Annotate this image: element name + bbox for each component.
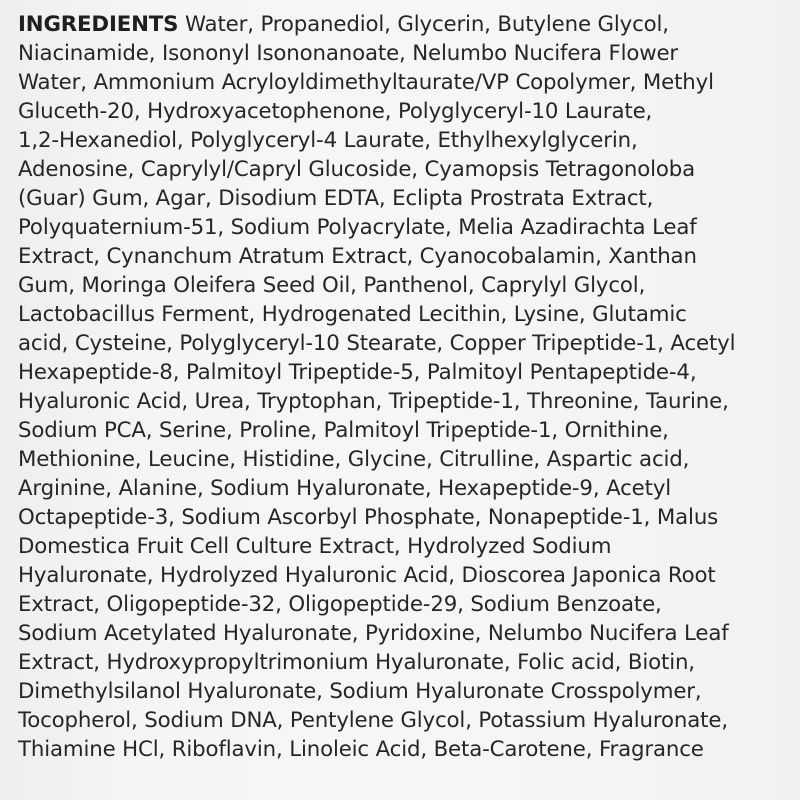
ingredients-line-10: Gum, Moringa Oleifera Seed Oil, Panthenol, Caprylyl Glycol, xyxy=(18,273,646,298)
ingredients-line-20: Hyaluronate, Hydrolyzed Hyaluronic Acid, Dioscorea Japonica Root xyxy=(18,563,716,588)
ingredients-line-6: Adenosine, Caprylyl/Capryl Glucoside, Cyamopsis Tetragonoloba xyxy=(18,157,696,182)
ingredients-line-24: Dimethylsilanol Hyaluronate, Sodium Hyaluronate Crosspolymer, xyxy=(18,679,702,704)
ingredients-line-9: Extract, Cynanchum Atratum Extract, Cyanocobalamin, Xanthan xyxy=(18,244,697,269)
ingredients-line-7: (Guar) Gum, Agar, Disodium EDTA, Eclipta Prostrata Extract, xyxy=(18,186,654,211)
ingredients-line-22: Sodium Acetylated Hyaluronate, Pyridoxine, Nelumbo Nucifera Leaf xyxy=(18,621,729,646)
ingredients-line-3: Water, Ammonium Acryloyldimethyltaurate/VP Copolymer, Methyl xyxy=(18,70,714,95)
ingredients-line-1 xyxy=(18,10,800,39)
ingredients-line-15: Sodium PCA, Serine, Proline, Palmitoyl Tripeptide-1, Ornithine, xyxy=(18,418,669,443)
ingredients-line-4: Gluceth-20, Hydroxyacetophenone, Polyglyceryl-10 Laurate, xyxy=(18,99,653,124)
ingredients-line-5: 1,2-Hexanediol, Polyglyceryl-4 Laurate, Ethylhexylglycerin, xyxy=(18,128,638,153)
ingredients-line-12: acid, Cysteine, Polyglyceryl-10 Stearate, Copper Tripeptide-1, Acetyl xyxy=(18,331,736,356)
ingredients-line-17: Arginine, Alanine, Sodium Hyaluronate, Hexapeptide-9, Acetyl xyxy=(18,476,672,501)
ingredients-line-14: Hyaluronic Acid, Urea, Tryptophan, Tripeptide-1, Threonine, Taurine, xyxy=(18,389,729,414)
ingredients-line-11: Lactobacillus Ferment, Hydrogenated Lecithin, Lysine, Glutamic xyxy=(18,302,687,327)
ingredients-line-1-text: Water, Propanediol, Glycerin, Butylene Glycol, xyxy=(178,12,669,37)
ingredients-line-19: Domestica Fruit Cell Culture Extract, Hydrolyzed Sodium xyxy=(18,534,612,559)
ingredients-line-8: Polyquaternium-51, Sodium Polyacrylate, Melia Azadirachta Leaf xyxy=(18,215,697,240)
ingredients-line-13: Hexapeptide-8, Palmitoyl Tripeptide-5, Palmitoyl Pentapeptide-4, xyxy=(18,360,697,385)
ingredients-line-25: Tocopherol, Sodium DNA, Pentylene Glycol, Potassium Hyaluronate, xyxy=(18,708,728,733)
ingredients-line-23: Extract, Hydroxypropyltrimonium Hyaluronate, Folic acid, Biotin, xyxy=(18,650,695,675)
ingredients-heading: INGREDIENTS xyxy=(18,12,179,37)
ingredients-line-18: Octapeptide-3, Sodium Ascorbyl Phosphate, Nonapeptide-1, Malus xyxy=(18,505,719,530)
ingredients-line-21: Extract, Oligopeptide-32, Oligopeptide-29, Sodium Benzoate, xyxy=(18,592,662,617)
ingredients-line-2: Niacinamide, Isononyl Isononanoate, Nelumbo Nucifera Flower xyxy=(18,41,679,66)
ingredients-line-16: Methionine, Leucine, Histidine, Glycine, Citrulline, Aspartic acid, xyxy=(18,447,690,472)
ingredients-line-26: Thiamine HCl, Riboflavin, Linoleic Acid, Beta-Carotene, Fragrance xyxy=(18,737,704,762)
ingredients-text xyxy=(18,10,800,764)
